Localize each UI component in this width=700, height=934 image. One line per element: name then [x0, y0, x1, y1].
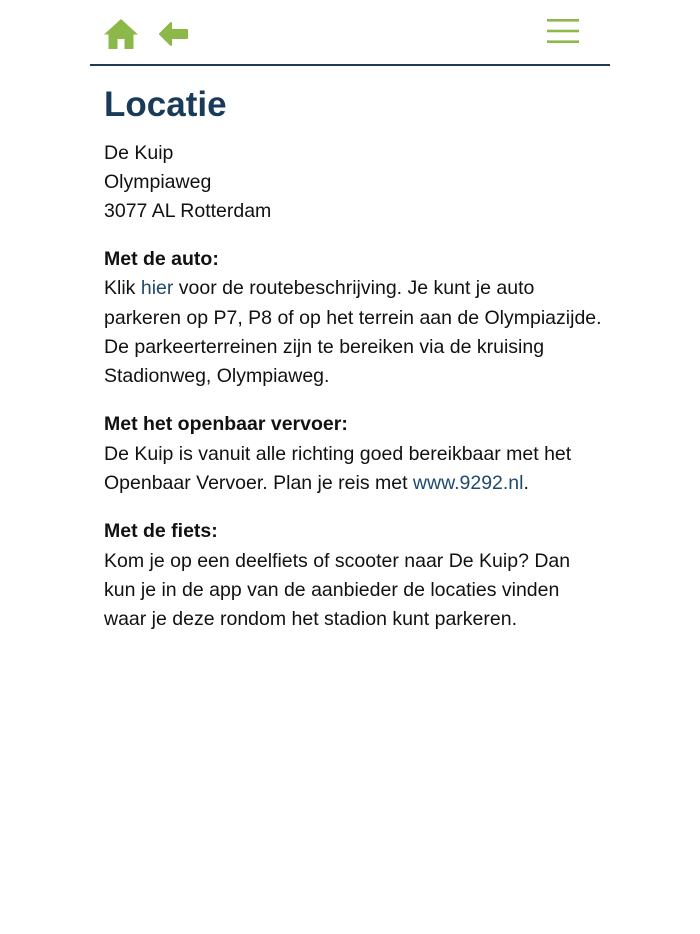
section-bike-title: Met de fiets: [104, 520, 218, 543]
arrow-left-icon [159, 21, 189, 47]
section-transit-text-before: De Kuip is vanuit alle richting goed bereikbaar met het Openbaar Vervoer. Plan je reis met [104, 442, 572, 495]
section-public-transport [104, 410, 604, 498]
section-transit-text [104, 440, 604, 499]
menu-button[interactable] [545, 16, 581, 46]
section-transit-text-after: . [523, 472, 529, 495]
journey-planner-link[interactable]: www.9292.nl [412, 472, 524, 495]
main-content [104, 80, 604, 635]
section-car-text-after: voor de routebeschrijving. Je kunt je auto parkeren op P7, P8 of op het terrein aan de Olympiazijde. De parkeerterreinen zijn te bereiken via de kruising Stadionweg, Olympiaweg. [104, 277, 602, 388]
home-icon [103, 18, 139, 50]
back-button[interactable] [159, 21, 189, 47]
section-car-title: Met de auto: [104, 248, 219, 270]
address-line-street: Olympiaweg [104, 171, 212, 193]
page-title: Locatie [104, 85, 227, 124]
address-block [104, 139, 604, 226]
address-line-venue: De Kuip [104, 142, 174, 164]
section-car [104, 245, 604, 391]
top-navigation-bar [90, 0, 610, 66]
section-car-text [104, 274, 604, 391]
address-line-city: 3077 AL Rotterdam [104, 200, 272, 222]
home-button[interactable] [103, 18, 139, 50]
hamburger-menu-icon [545, 16, 581, 46]
section-bike [104, 517, 604, 634]
route-description-link[interactable]: hier [140, 277, 174, 300]
section-transit-title: Met het openbaar vervoer: [104, 413, 348, 436]
section-bike-text: Kom je op een deelfiets of scooter naar De Kuip? Dan kun je in de app van de aanbieder de locaties vinden waar je deze rondom het stadion kunt parkeren. [104, 549, 571, 631]
section-car-text-before: Klik [104, 277, 141, 300]
